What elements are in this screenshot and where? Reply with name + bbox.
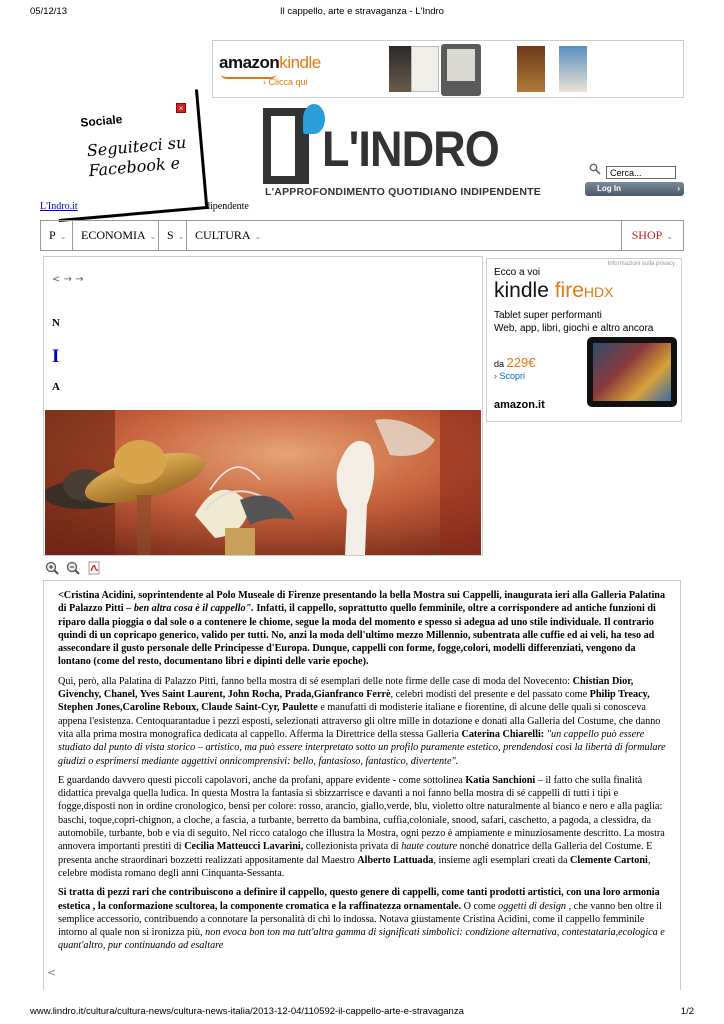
hats-exhibition-photo [45,410,481,555]
book-cover-icon [559,46,587,92]
ad-intro: Ecco a voi [494,267,541,278]
headline-fragment: A [52,381,60,393]
close-icon[interactable]: × [176,103,186,113]
site-subtitle: L'APPROFONDIMENTO QUOTIDIANO INDIPENDENTE [265,186,541,198]
kindle-device-icon [441,44,481,96]
nav-item-s[interactable]: S ⌄ [159,221,187,250]
main-nav [40,220,684,251]
nav-item-economia[interactable]: ECONOMIA ⌄ [73,221,159,250]
home-link[interactable]: L'Indro.it [40,201,78,212]
kindle-tablet-icon [587,337,677,407]
ad-product-name: kindle fireHDX [494,279,614,302]
privacy-info-link[interactable]: Informazioni sulla privacy [607,261,675,267]
article-body [43,580,681,990]
nav-item-cultura[interactable]: CULTURA ⌄ [195,228,262,242]
article-paragraph: Qui, però, alla Palatina di Palazzo Pitti, fanno bella mostra di sé esemplari delle note firme delle case di moda del Novecento: Chistian Dior, Givenchy, Chanel, Yves Saint Laurent, John Rocha, Prada,Gianfranco Ferrè, celebri modisti del presente e del passato come Philip Treacy, Stephen Jones,Caroline Reboux, Claude Saint-Cyr, Paulette e manufatti di modisterie italiane e fiorentine, di alcune delle quali si conosceva appena l'esistenza. Centoquarantadue i pezzi esposti, selezionati attraverso gli oltre mille in dotazione e donati alla Galleria del Costume, che danno vita alla prima mostra monografica dedicata al cappello. Afferma la Direttrice della stessa Galleria Caterina Chiarelli: "un cappello può essere studiato dal punto di vista storico – artistico, ma può essere interpretato sotto un profilo puramente estetico, prendendosi così la libertà di formulare giudizi o esprimersi mediante aggettivi onnicomprensivi: bello, fantasioso, fantastico, divertente". [58,675,666,767]
facebook-follow-link[interactable]: Seguiteci su Facebook e [86,132,187,181]
article-paragraph: E guardando davvero questi piccoli capolavori, anche da profani, appare evidente - come sottolinea Katia Sanchioni – il fatto che sulla finalità didattica prevalga quella ludica. In questa Mostra la fantasia si sbizzarrisce e davanti a noi fanno bella mostra di sé cappelli di tutti i tipi e fogge,disposti non in ordine cronologico, bensì per colore: rosso, arancio, giallo,verde, blu, violetto oltre naturalmente al bianco e nero e alla paglia: baschi, toque,copri-chignon, a cloche, a fascia, a turbante, berretto da bambina, cuffia,coloniale, snood, safari, caschetto, a pagoda, a clessidra, da automobile, turbante, bob e via di seguito. Nel ricco catalogo che illustra la Mostra, ogni pezzo è ampiamente e minuziosamente descritto. La mostra annovera importanti prestiti di Cecilia Matteucci Lavarini, collezionista privata di haute couture nonché donatrice della Galleria del Costume. E presenta anche straordinari bozzetti realizzati appositamente dal Maestro Alberto Lattuada, insieme agli esemplari creati da Clemente Cartoni, celebre modista romano degli anni Cinquanta-Sessanta. [58,774,665,879]
nav-item-shop[interactable]: SHOP ⌄ [621,221,683,250]
amazon-cta-link[interactable]: › Clicca qui [263,77,308,87]
headline-fragment[interactable]: I [52,346,60,367]
print-page-number: 1/2 [680,1006,694,1017]
amazon-it-logo: amazon.it [494,399,545,411]
print-title: Il cappello, arte e stravaganza - L'Indro [280,6,444,17]
social-title: Sociale [79,112,123,130]
print-date: 05/12/13 [30,6,67,17]
pdf-icon[interactable] [87,561,101,575]
login-label: Log In [597,184,621,193]
article-paragraph: Si tratta di pezzi rari che contribuiscono a definire il cappello, questo genere di cappelli, come tanti prodotti artistici, con una loro armonia estetica , la conformazione scultorea, la componente cromatica e la raffinatezza ornamentale. O come oggetti di design , che vanno ben oltre il semplice accessorio, contribuendo a connotare la personalità di chi lo indossa. Notava giustamente Cristina Acidini, come il cappello femminile intorno al quale non si ironizza più, non evoca bon ton ma tutt'altra gamma di significati simbolici: condizione alternativa, contestataria,ecologica e quant'altro, pur continuando ad esaltare [58,887,665,952]
ad-price: da 229€ [494,355,536,370]
amazon-kindle-logo: amazonkindle [219,53,321,72]
book-cover-icon [411,46,439,92]
chevron-down-icon: ⌄ [254,232,262,241]
kindle-fire-ad[interactable] [486,258,682,422]
search-input[interactable]: Cerca... [606,166,676,179]
chevron-down-icon: ⌄ [666,232,673,241]
article-tools [45,561,104,577]
search-icon[interactable] [589,163,601,175]
site-logo-text[interactable]: L'INDRO [322,121,499,177]
zoom-in-icon[interactable] [45,561,59,575]
print-url: www.lindro.it/cultura/cultura-news/cultura-news-italia/2013-12-04/110592-il-cappello-arte-e-stravaganza [30,1006,464,1017]
gallery-arrows[interactable]: < → → [52,274,84,285]
print-header [30,6,694,20]
chevron-down-icon: ⌄ [59,232,67,241]
back-arrow-icon[interactable]: < [47,966,57,979]
book-cover-icon [517,46,545,92]
chevron-down-icon: ⌄ [149,232,157,241]
login-button[interactable] [585,182,684,196]
chevron-down-icon: ⌄ [177,232,185,241]
lindro-logo-mark-icon[interactable] [263,108,309,184]
ad-description: Tablet super performanti Web, app, libri, giochi e altro ancora [494,310,654,334]
zoom-out-icon[interactable] [66,561,80,575]
ad-discover-link[interactable]: › Scopri [494,371,526,381]
tagline-text: dipendente [205,201,249,212]
amazon-kindle-banner[interactable] [212,40,684,98]
headline-fragment: N [52,317,60,329]
nav-item-p[interactable]: P ⌄ [41,221,73,250]
arrow-right-icon: › [677,184,680,193]
article-paragraph: <Cristina Acidini, soprintendente al Polo Museale di Firenze presentando la bella Mostra sui Cappelli, inaugurata ieri alla Galleria Palatina di Palazzo Pitti – ben altra cosa è il cappello". Infatti, il cappello, soprattutto quello femminile, oltre a corrispondere ad antiche funzioni di riparo dalla pioggia o dal sole o a contenere le chiome, segue la moda del momento e spesso si adegua ad uno stile individuale. Il contrario quindi di un copricapo generico, valido per tutti. No, anzi la moda dell'ultimo mezzo Millennio, subentrata alle cuffie ed ai veli, ha teso ad assecondare il gusto personale delle Principesse d'Europa. Dunque, cappelli con forme, fogge,colori, modelli differenziati, vengono da lontano (come del resto, documentano libri e dipinti delle varie epoche). [58,590,666,668]
